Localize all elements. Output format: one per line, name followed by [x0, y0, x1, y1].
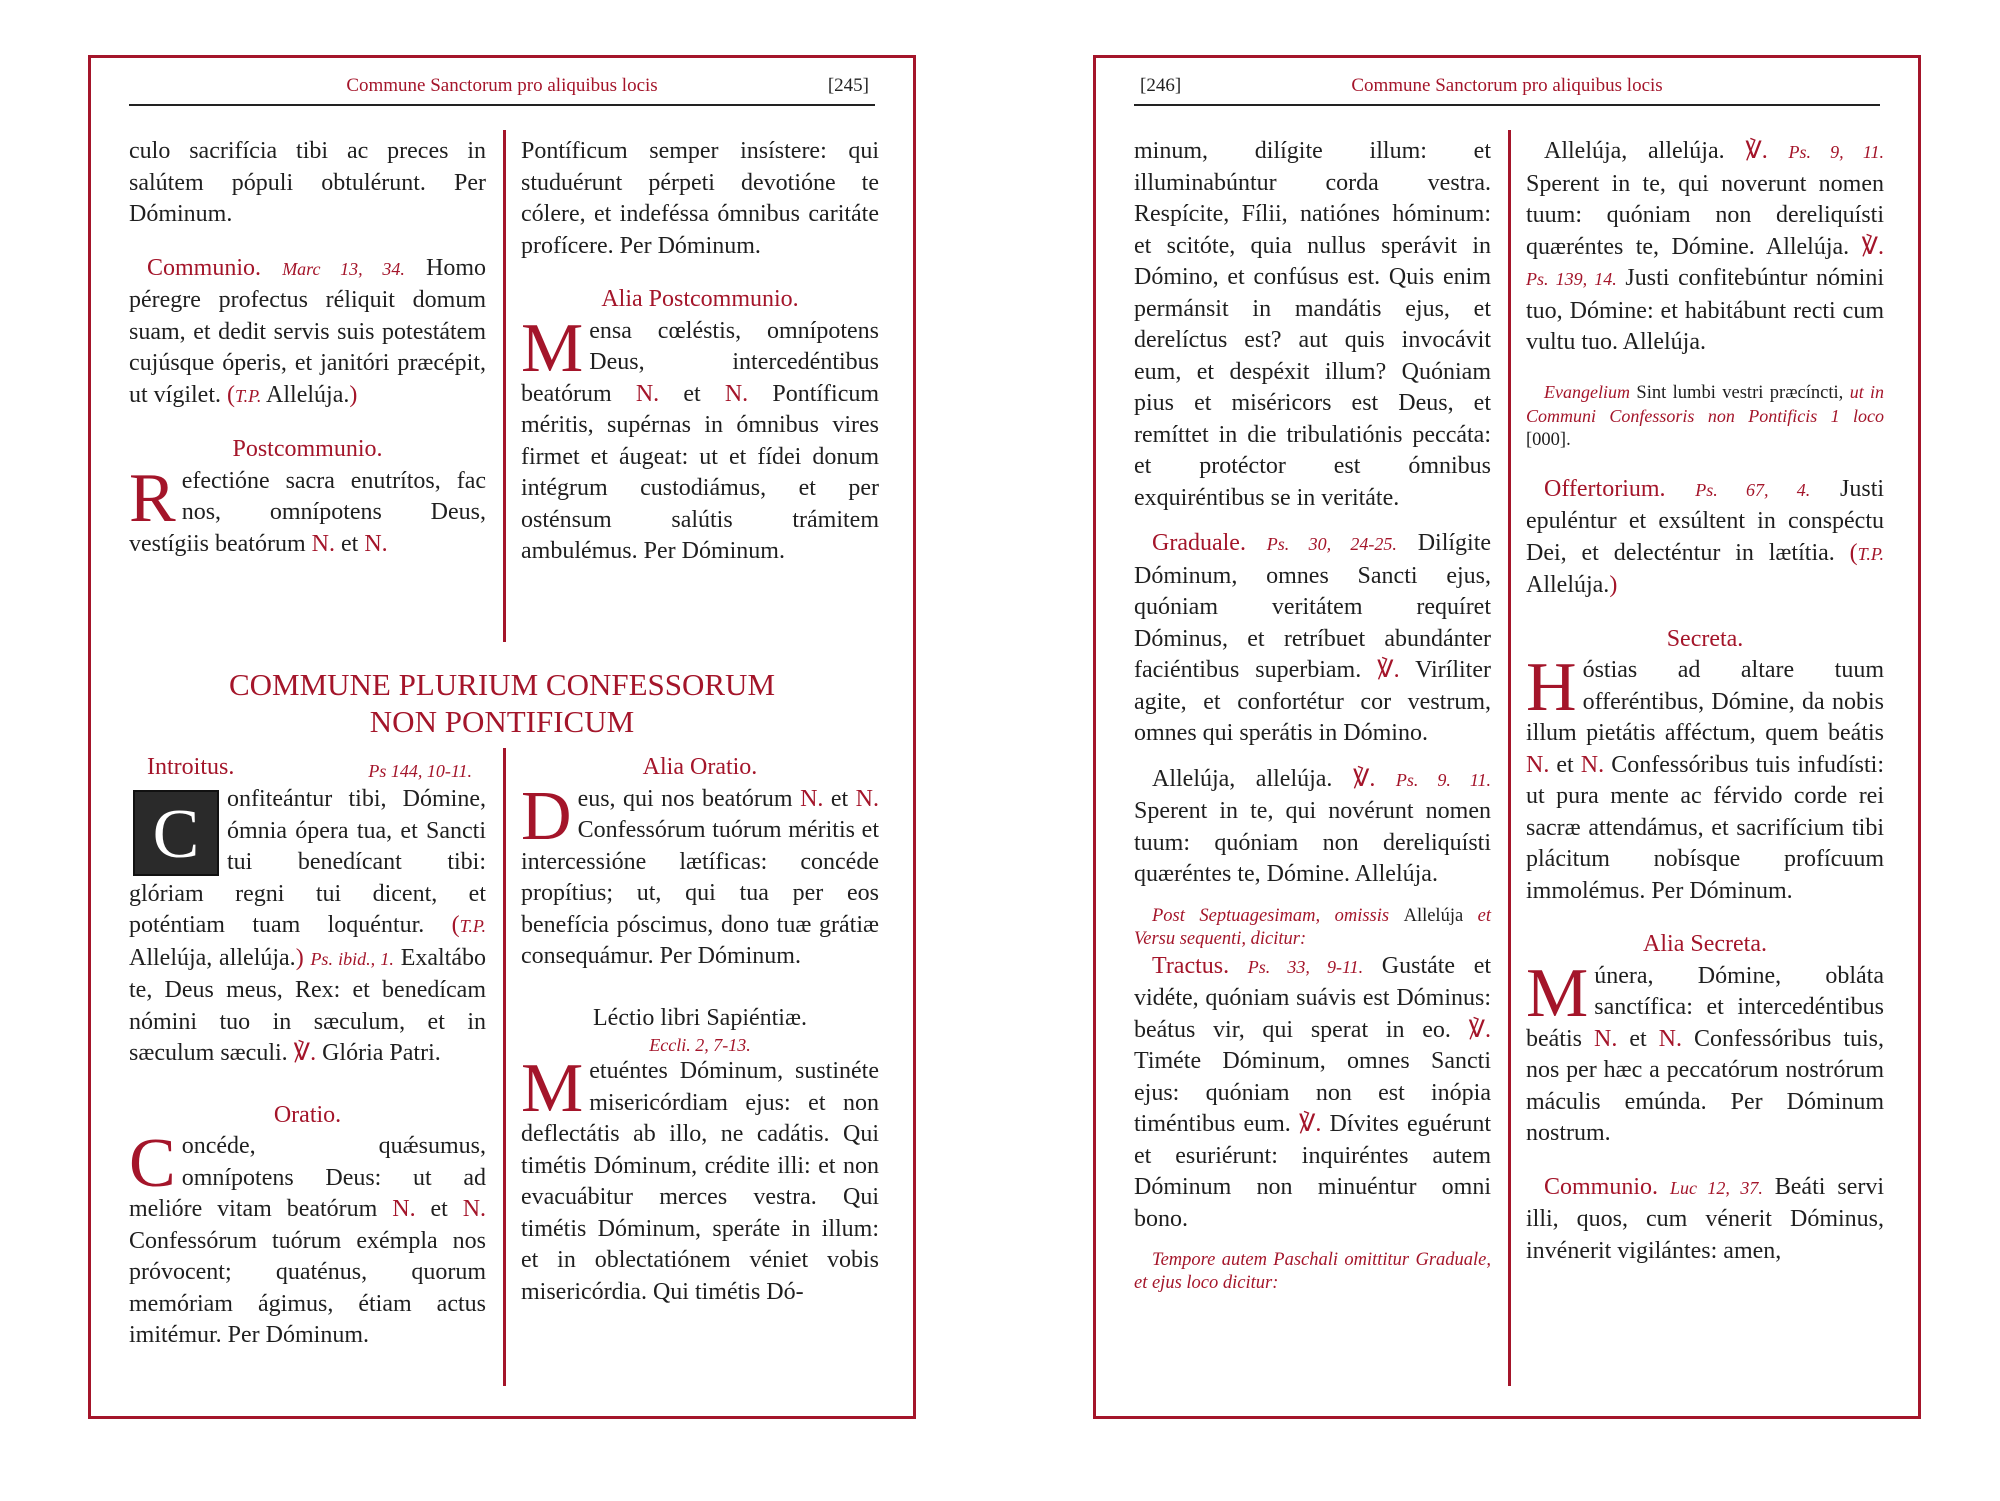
n-marker: N.: [462, 1196, 487, 1222]
n-marker: N.: [635, 380, 660, 407]
column-left-top: [129, 136, 486, 560]
running-title: Commune Sanctorum pro aliquibus locis: [346, 75, 658, 96]
text: Viríliter agite, et confortétur cor vestrum, omnes qui sperátis in Dómino.: [1134, 657, 1491, 746]
text: etuéntes Dóminum, sustinéte misericórdiam ejus: et non deflectátis ab illo, ne cadátis. Qui timétis Dóminum, crédite illi: et non evacuábitur merces vestra. Qui timétis Dóminum, speráte in illum: et in oblectatiónem véniet vobis misericórdia. Qui timétis Dó-: [521, 1058, 879, 1305]
drop-cap: C: [129, 1125, 176, 1202]
n-marker: N.: [1593, 1025, 1618, 1052]
column-left: [1134, 136, 1491, 1295]
text: Gustáte et vidéte, quóniam suávis est Dóminus: beátus vir, qui sperat in eo.: [1134, 952, 1492, 1043]
communio-paragraph: [1526, 1172, 1884, 1268]
alleluja-paragraph: [1134, 764, 1491, 891]
versicle-icon: ℣.: [1377, 657, 1400, 683]
page-245: [88, 55, 916, 1419]
alleluja: Allelúja, allelúja.: [1544, 138, 1725, 164]
communio-ref: Luc 12, 37.: [1669, 1177, 1763, 1198]
text: Justi epuléntur et exsúltent in conspéctu Dei, et delecténtur in lætítia.: [1526, 475, 1885, 566]
text: Exaltábo te, Deus meus, Rex: et benedícam nómini tuo in sæculum, et in sæculum sæculi.: [129, 944, 486, 1066]
communio-paragraph: [129, 253, 486, 413]
versicle-icon: ℣.: [1468, 1016, 1491, 1043]
alleluja: Allelúja, allelúja.: [129, 944, 296, 971]
secreta-heading: Secreta.: [1666, 625, 1744, 652]
psalm-ref: Ps. 9. 11.: [1395, 769, 1492, 790]
graduale-paragraph: [1134, 528, 1491, 750]
paragraph: minum, dilígite illum: et illuminabúntur corda vestra. Respícite, Fílii, natiónes hóminum: et scitóte, quia nullus sperávit in Dómino, et confúsus est. Quis enim permánsit in mandátis ejus, et derelíctus est? aut quis invocávit eum, et despéxit illum? Quóniam pius et miséricors est Deus, et remíttet in die tribulatiónis peccáta: et protéctor est ómnibus exquiréntibus se in veritáte.: [1134, 138, 1491, 511]
rubric-text: et Versu sequenti, dicitur:: [1134, 905, 1492, 949]
postcommunio-text: [129, 459, 486, 561]
rubric-septuagesima: [1134, 905, 1491, 951]
communio-ref: Marc 13, 34.: [282, 258, 405, 279]
paragraph: culo sacrifícia tibi ac preces in salútem pópuli obtulérunt. Per Dóminum.: [129, 138, 486, 227]
tractus-paragraph: [1134, 951, 1491, 1236]
psalm-ref: Ps. 139, 14.: [1526, 269, 1617, 289]
n-marker: N.: [855, 785, 880, 812]
paren: (: [227, 381, 235, 408]
text: Sperent in te, qui novérunt nomen tuum: quóniam non dereliquísti quæréntes te, Dómine. Allelúja.: [1134, 798, 1491, 887]
running-header: [1134, 68, 1880, 106]
text: Justi confitebúntur nómini tuo, Dómine: et habitábunt recti cum vultu tuo. Allelúja.: [1526, 265, 1885, 355]
lectio-heading: Léctio libri Sapiéntiæ.: [593, 1004, 807, 1031]
text: Sperent in te, qui noverunt nomen tuum: quóniam non dereliquísti quæréntes te, Dómine. Allelúja.: [1526, 170, 1884, 260]
drop-cap: M: [1526, 954, 1589, 1032]
paragraph: Pontíficum semper insístere: qui studuérunt pérpeti devotióne te cólere, et indeféssa ómnibus caritáte profícere. Per Dóminum.: [521, 138, 879, 259]
text: Sint lumbi vestri præcíncti,: [1636, 382, 1844, 403]
introitus-label: Introitus.: [147, 754, 235, 780]
text: Confessóribus tuis infudísti: ut pura mente ac férvido corde rei sacræ attendámus, et sacrifícium tibi plácitum nobísque profícuum immolémus. Per Dóminum.: [1526, 751, 1885, 904]
gloria: Glória Patri.: [322, 1040, 441, 1066]
graduale-label: Graduale.: [1152, 530, 1246, 556]
introitus-heading: [129, 752, 486, 784]
communio-label: Communio.: [147, 254, 262, 281]
drop-cap: H: [1526, 649, 1577, 726]
n-marker: N.: [311, 530, 335, 557]
text: Confessóribus tuis, nos per hæc a peccatórum nostrórum máculis emúnda. Per Dóminum nostrum.: [1526, 1025, 1885, 1146]
section-title-line-1: COMMUNE PLURIUM CONFESSORUM: [228, 667, 776, 702]
offertorium-ref: Ps. 67, 4.: [1695, 479, 1811, 500]
drop-cap: D: [521, 777, 572, 855]
n-marker: N.: [392, 1196, 416, 1222]
et: et: [683, 380, 701, 407]
text: Dívites eguérunt et esuriérunt: inquiréntes autem Dóminum non minuéntur omni bono.: [1134, 1111, 1491, 1232]
rubric-text: ut in Communi Confessoris non Pontificis 1 loco: [1526, 381, 1885, 426]
alia-oratio-heading: Alia Oratio.: [642, 754, 758, 780]
rubric-paschal: Tempore autem Paschali omittitur Graduale, et ejus loco dicitur:: [1134, 1250, 1491, 1293]
drop-cap: R: [129, 459, 176, 537]
alleluja: Allelúja, allelúja.: [1152, 765, 1333, 792]
versicle-icon: ℣.: [1352, 765, 1376, 792]
text: onfiteántur tibi, Dómine, ómnia ópera tua, et Sancti tui benedícant tibi: glóriam regni tui dicent, et poténtiam tuam loquéntur.: [129, 786, 486, 938]
paren: (: [1849, 539, 1858, 566]
postcommunio-heading: Postcommunio.: [232, 436, 383, 462]
running-title: Commune Sanctorum pro aliquibus locis: [1351, 75, 1663, 96]
paren: ): [295, 944, 304, 971]
text: Timéte Dóminum, omnes Sancti ejus: quóniam non est inópia timéntibus eum.: [1134, 1048, 1491, 1137]
text: Confessórum tuórum méritis et intercessióne lætíficas: concéde propítius; ut, qui tua per eos benefícia póscimus, dono tuæ grátiæ consequámur. Per Dóminum.: [521, 817, 879, 969]
versicle-icon: ℣.: [1745, 138, 1768, 164]
column-rule: [503, 130, 506, 642]
page-number: [245]: [827, 75, 869, 96]
paren: ): [1609, 572, 1618, 598]
text: oncéde, quǽsumus, omnípotens Deus: ut ad melióre vitam beatórum: [129, 1133, 486, 1222]
oratio-text: [129, 1125, 487, 1352]
secreta-text: [1526, 649, 1885, 907]
text: ensa cœléstis, omnípotens Deus, intercedéntibus beatórum: [521, 317, 879, 407]
page-number: [246]: [1140, 75, 1182, 96]
lectio-text: [521, 1050, 879, 1308]
alleluja-paragraph: [1526, 136, 1884, 359]
tractus-ref: Ps. 33, 9-11.: [1247, 956, 1364, 977]
n-marker: N.: [1580, 751, 1605, 778]
text: óstias ad altare tuum offeréntibus, Dómine, da nobis illum pietátis afféctum, quem beátis: [1526, 657, 1884, 746]
alia-secreta-heading: Alia Secreta.: [1643, 931, 1767, 957]
page-ref: [000].: [1526, 429, 1571, 450]
paren: ): [349, 381, 358, 408]
drop-cap: M: [521, 1050, 584, 1127]
psalm-ref: Ps. ibid., 1.: [310, 948, 394, 969]
column-rule: [503, 748, 506, 1386]
ornamental-initial: C: [133, 790, 219, 876]
column-right-bottom: [521, 752, 879, 1308]
alleluja: Allelúja.: [266, 381, 350, 408]
column-rule: [1508, 130, 1511, 1386]
oratio-heading: Oratio.: [273, 1101, 342, 1128]
alia-postcommunio-heading: Alia Postcommunio.: [601, 286, 799, 312]
n-marker: N.: [364, 530, 388, 557]
introitus-text: [129, 784, 486, 1070]
et: et: [340, 530, 359, 557]
graduale-ref: Ps. 30, 24-25.: [1266, 534, 1397, 554]
text: Dilígite Dóminum, omnes Sancti ejus, quóniam veritátem requíret Dóminus, et retríbuet abundánter faciéntibus superbiam.: [1134, 530, 1492, 683]
communio-text: Homo péregre profectus réliquit domum suam, et dedit servis suis potestátem cujúsque óperis, et janitóri præcépit, ut vígilet.: [129, 254, 487, 408]
column-right-top: [521, 136, 879, 568]
text: Confessórum tuórum exémpla nos próvocent; quaténus, quorum memóriam ágimus, étiam actus imitémur. Per Dóminum.: [129, 1227, 486, 1348]
alleluja: Allelúja.: [1526, 572, 1610, 598]
n-marker: N.: [1526, 751, 1550, 778]
drop-cap: M: [521, 309, 584, 387]
alleluja: Allelúja: [1403, 905, 1464, 926]
offertorium-paragraph: [1526, 474, 1884, 602]
tp-label: T.P.: [459, 916, 487, 936]
text: Pontíficum méritis, supérnas in ómnibus vires firmet et áugeat: ut et fídei donum intégrum custodiámus, et per osténsum salútis trámitem ambulémus. Per Dóminum.: [521, 380, 880, 564]
versicle-icon: ℣.: [293, 1040, 317, 1066]
n-marker: N.: [724, 380, 749, 407]
et: et: [1556, 751, 1574, 778]
et: et: [1629, 1025, 1647, 1052]
rubric-text: Post Septuagesimam, omissis: [1152, 905, 1390, 926]
alia-secreta-text: [1526, 954, 1885, 1150]
versicle-icon: ℣.: [1861, 233, 1885, 260]
section-title-line-2: NON PONTIFICUM: [369, 704, 635, 739]
tp-label: T.P.: [1857, 543, 1885, 564]
psalm-ref: Ps. 9, 11.: [1788, 142, 1885, 162]
tp-label: T.P.: [235, 385, 262, 406]
et: et: [430, 1196, 448, 1222]
column-right: [1526, 136, 1884, 1267]
column-left-bottom: [129, 752, 486, 1352]
paren: (: [451, 912, 460, 938]
tractus-label: Tractus.: [1152, 952, 1230, 979]
et: et: [830, 785, 849, 812]
evangelium-note: [1526, 381, 1884, 452]
section-title: [129, 666, 875, 740]
lectio-ref: Eccli. 2, 7-13.: [649, 1035, 751, 1055]
communio-label: Communio.: [1544, 1173, 1659, 1200]
n-marker: N.: [1658, 1025, 1682, 1052]
introitus-ref: Ps 144, 10-11.: [368, 761, 472, 781]
offertorium-label: Offertorium.: [1544, 475, 1666, 502]
text: eus, qui nos beatórum: [577, 785, 793, 812]
text: Beáti servi illi, quos, cum vénerit Dóminus, invénerit vigilántes: amen,: [1526, 1173, 1885, 1264]
evangelium-label: Evangelium: [1544, 381, 1630, 402]
versicle-icon: ℣.: [1298, 1111, 1322, 1137]
page-246: [1093, 55, 1921, 1419]
text: únera, Dómine, obláta sanctífica: et intercedéntibus beátis: [1526, 962, 1884, 1052]
n-marker: N.: [800, 785, 824, 812]
alia-postcommunio-text: [521, 309, 880, 568]
alia-oratio-text: [521, 777, 880, 973]
running-header: [129, 68, 875, 106]
text: efectióne sacra enutrítos, fac nos, omnípotens Deus, vestígiis beatórum: [129, 467, 486, 557]
